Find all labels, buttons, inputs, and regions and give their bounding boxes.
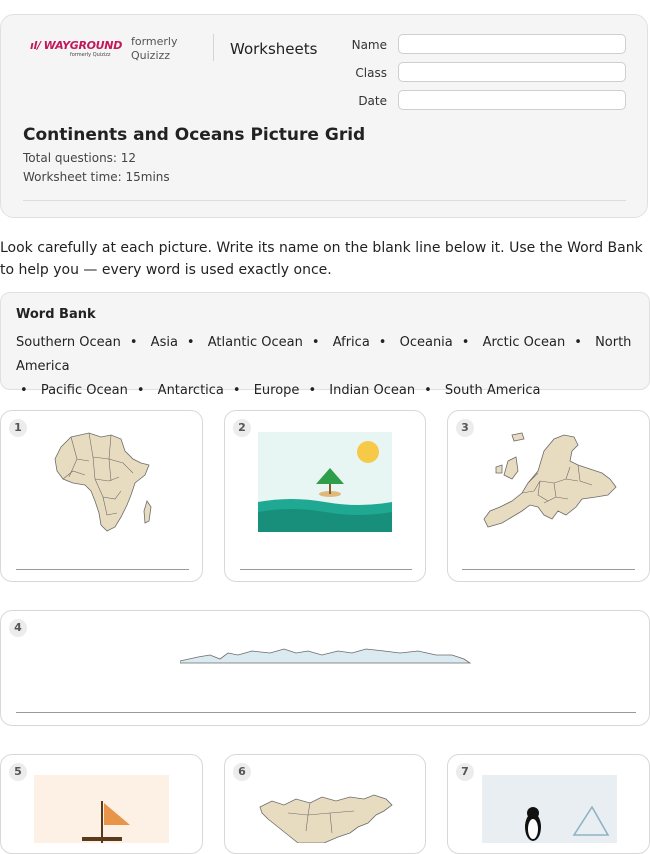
word-bank-word: Europe xyxy=(253,383,300,398)
section-label: Worksheets xyxy=(230,40,318,58)
word-bank-word: Asia xyxy=(150,335,178,350)
word-bank-word: Africa xyxy=(332,335,370,350)
header-divider xyxy=(213,34,214,61)
formerly-quizizz xyxy=(131,35,178,63)
word-bank-list: Southern Ocean • Asia • Atlantic Ocean • Africa • Oceania • Arctic Ocean • North America • Pacific Ocean • Antarctica • Europe • Indian Ocean • South America xyxy=(16,335,632,398)
word-bank-title: Word Bank xyxy=(16,307,96,322)
answer-line[interactable] xyxy=(240,569,412,570)
question-card-3 xyxy=(447,410,650,582)
word-bank-word: Arctic Ocean xyxy=(482,335,566,350)
question-card-1 xyxy=(0,410,203,582)
question-card-5 xyxy=(0,754,203,854)
header-divider-line xyxy=(23,200,626,201)
word-bank-word: Southern Ocean xyxy=(16,335,121,350)
date-label: Date xyxy=(358,94,387,108)
name-field[interactable] xyxy=(398,34,626,54)
antarctica-map-icon xyxy=(180,645,472,665)
instructions: Look carefully at each picture. Write its name on the blank line below it. Use the Word Bank to help you — every word is used exactly once. xyxy=(0,240,643,278)
word-bank-word: North America xyxy=(16,335,632,374)
class-field[interactable] xyxy=(398,62,626,82)
class-label: Class xyxy=(355,66,387,80)
question-number: 1 xyxy=(9,419,27,437)
name-label: Name xyxy=(351,38,387,52)
africa-map-icon xyxy=(49,429,159,535)
north-america-map-icon xyxy=(258,793,394,843)
question-number: 4 xyxy=(9,619,27,637)
logo-text: WAYGROUND xyxy=(43,39,123,52)
page-title: Continents and Oceans Picture Grid xyxy=(23,125,366,145)
word-bank-word: Atlantic Ocean xyxy=(207,335,303,350)
logo-subtext: formerly Quizizz xyxy=(70,52,111,58)
word-bank-word: Antarctica xyxy=(157,383,224,398)
sailboat-icon xyxy=(34,775,169,843)
wayground-logo-mark-icon: ıl/ xyxy=(30,39,41,52)
question-number: 5 xyxy=(9,763,27,781)
question-number: 7 xyxy=(456,763,474,781)
question-number: 2 xyxy=(233,419,251,437)
formerly-line-2: Quizizz xyxy=(131,49,171,62)
date-field[interactable] xyxy=(398,90,626,110)
worksheet-time: Worksheet time: 15mins xyxy=(23,170,170,184)
word-bank-word: South America xyxy=(444,383,541,398)
formerly-line-1: formerly xyxy=(131,35,178,48)
question-card-7 xyxy=(447,754,650,854)
word-bank-word: Indian Ocean xyxy=(329,383,416,398)
wayground-logo xyxy=(30,39,123,58)
europe-map-icon xyxy=(482,431,618,535)
question-number: 3 xyxy=(456,419,474,437)
ocean-island-icon xyxy=(258,432,392,532)
answer-line[interactable] xyxy=(16,569,189,570)
question-card-6 xyxy=(224,754,426,854)
word-bank xyxy=(0,292,650,398)
word-bank-word: Oceania xyxy=(399,335,453,350)
total-questions: Total questions: 12 xyxy=(23,151,137,165)
question-number: 6 xyxy=(233,763,251,781)
word-bank-word: Pacific Ocean xyxy=(40,383,128,398)
penguin-iceberg-icon xyxy=(482,775,617,843)
question-card-4 xyxy=(0,610,650,726)
question-card-2 xyxy=(224,410,426,582)
answer-line[interactable] xyxy=(462,569,635,570)
answer-line[interactable] xyxy=(16,712,636,713)
